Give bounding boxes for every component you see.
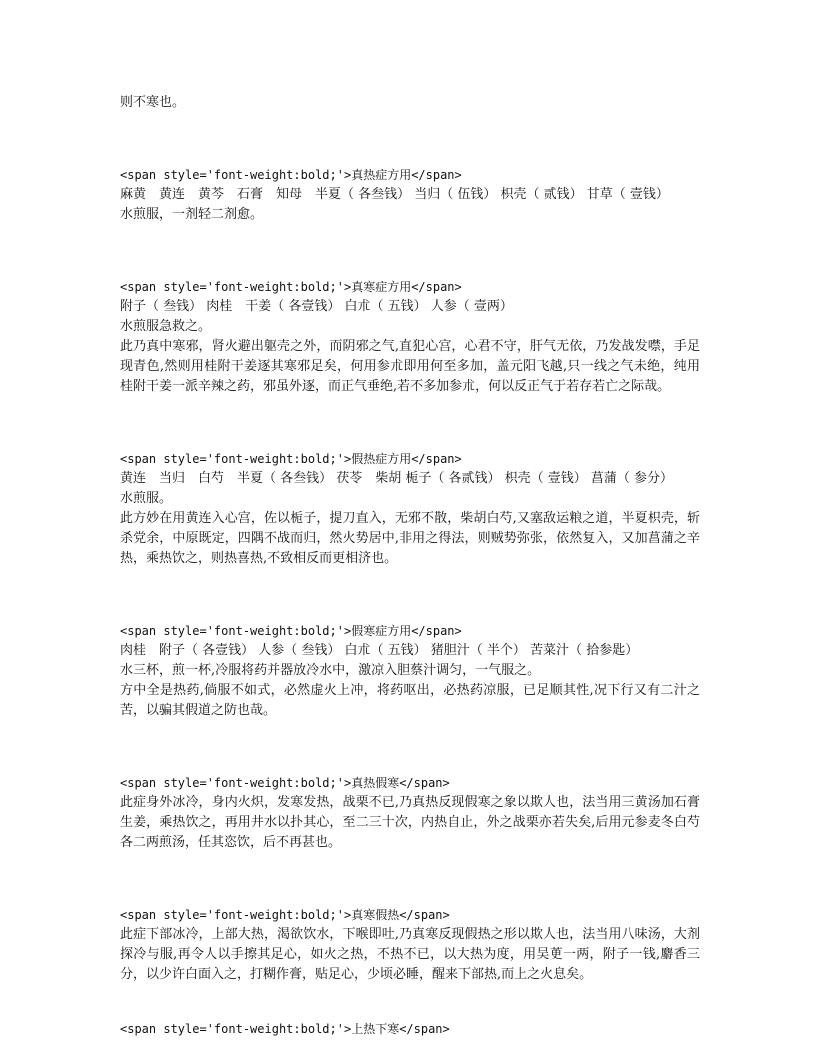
section-heading: <span style='font-weight:bold;'>上热下寒</span> <box>120 1022 450 1036</box>
commentary-paragraph: 此症身外冰冷，身内火炽，发寒发热，战栗不已,乃真热反现假寒之象以欺人也，法当用三黄汤加石膏生姜，乘热饮之，再用井水以扑其心，至二三十次，内热自止，外之战栗亦若失矣,后用元参麦冬白芍各二两煎汤，任其恣饮，后不再甚也。 <box>120 795 700 850</box>
section-heading: <span style='font-weight:bold;'>假热症方用</span> <box>120 452 462 466</box>
commentary-paragraph: 方中全是热药,倘服不如式，必然虚火上冲，将药呕出，必热药凉服，已足顺其性,况下行又有二汁之苦，以骗其假道之防也哉。 <box>120 683 700 718</box>
instruction-line: 水三杯，煎一杯,冷服将药并器放冷水中，激凉入胆蔡汁调匀，一气服之。 <box>120 663 541 678</box>
instruction-line: 水煎服。 <box>120 491 173 506</box>
section-heading: <span style='font-weight:bold;'>真寒假热</span> <box>120 908 450 922</box>
document-page <box>120 93 700 1039</box>
prescription-line: 麻黄 黄连 黄芩 石膏 知母 半夏（ 各叁钱） 当归（ 伍钱） 枳壳（ 贰钱） 甘草（ 壹钱） <box>120 187 669 202</box>
section-jiare-fang <box>120 449 700 569</box>
section-zhenre-fang <box>120 165 700 225</box>
prescription-line: 附子（ 叁钱） 肉桂 干姜（ 各壹钱） 白朮（ 五钱） 人参（ 壹两） <box>120 299 513 314</box>
commentary-paragraph: 此乃真中寒邪，肾火避出躯壳之外，而阴邪之气,直犯心宫，心君不守，肝气无依，乃发战发噤，手足现青色,然则用桂附干姜逐其寒邪足矣，何用参朮即用何至多加，盖元阳飞越,只一线之气未绝，纯用桂附干姜一派辛辣之药，邪虽外逐，而正气垂绝,若不多加参朮，何以反正气于若存若亡之际哉。 <box>120 339 700 394</box>
section-zhenhan-jiare <box>120 905 700 985</box>
intro-text: 则不寒也。 <box>120 95 186 110</box>
prescription-line: 黄连 当归 白芍 半夏（ 各叁钱） 茯苓 柴胡 栀子（ 各贰钱） 枳壳（ 壹钱） 菖蒲（ 参分） <box>120 471 674 486</box>
section-jiahan-fang <box>120 621 700 721</box>
commentary-paragraph: 此症下部冰冷，上部大热，渴欲饮水，下喉即吐,乃真寒反现假热之形以欺人也，法当用八味汤，大剂探冷与服,再令人以手擦其足心，如火之热，不热不已，以大热为度，用吴茰一两，附子一钱,麝香三分，以少许白面入之，打糊作膏，贴足心，少顷必睡，醒来下部热,而上之火息矣。 <box>120 927 700 982</box>
section-shangre-xiahan <box>120 1019 700 1039</box>
instruction-line: 水煎服，一剂轻二剂愈。 <box>120 207 264 222</box>
instruction-line: 水煎服急救之。 <box>120 319 212 334</box>
section-zhenre-jiahan <box>120 773 700 853</box>
prescription-line: 肉桂 附子（ 各壹钱） 人参（ 叁钱） 白朮（ 五钱） 猪胆汁（ 半个） 苦菜汁（ 拾参匙） <box>120 643 639 658</box>
commentary-paragraph: 此方妙在用黄连入心宫，佐以栀子，提刀直入，无邪不散，柴胡白芍,又塞敌运粮之道，半夏枳壳，斩杀党余，中原既定，四隅不战而归，然火势居中,非用之得法，则贼势弥张，依然复入，又加菖蒲之辛热，乘热饮之，则热喜热,不致相反而更相济也。 <box>120 511 700 566</box>
section-heading: <span style='font-weight:bold;'>真热症方用</span> <box>120 168 462 182</box>
section-heading: <span style='font-weight:bold;'>真热假寒</span> <box>120 776 450 790</box>
section-heading: <span style='font-weight:bold;'>真寒症方用</span> <box>120 280 462 294</box>
section-zhenhan-fang <box>120 277 700 397</box>
section-heading: <span style='font-weight:bold;'>假寒症方用</span> <box>120 624 462 638</box>
